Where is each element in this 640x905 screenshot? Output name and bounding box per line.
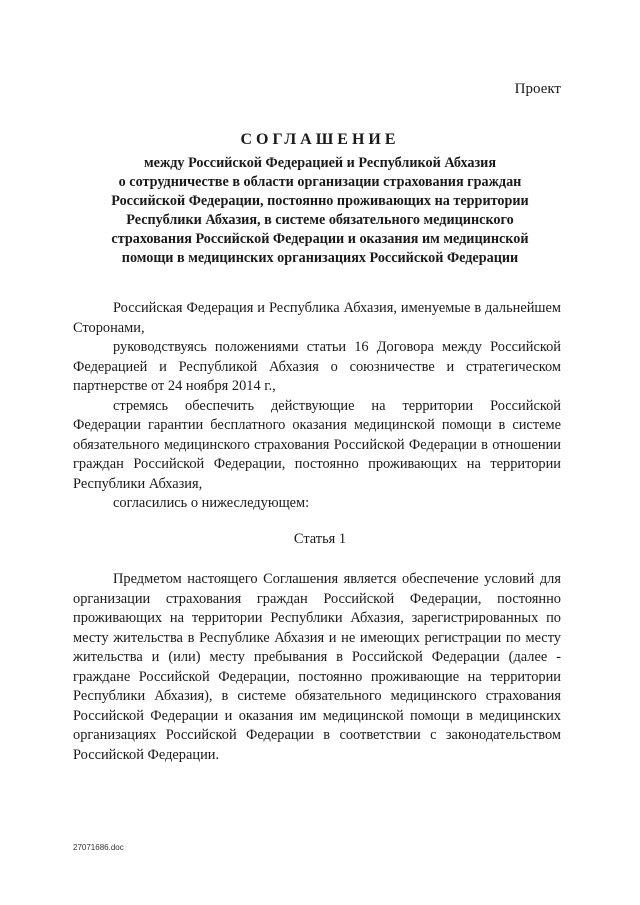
preamble [73,299,561,514]
subtitle-line: между Российской Федерацией и Республикой Абхазия [144,155,496,171]
preamble-paragraph: Российская Федерация и Республика Абхазия, именуемые в дальнейшем Сторонами, [73,300,561,336]
subtitle-line: страхования Российской Федерации и оказания им медицинской [111,231,529,247]
preamble-paragraph: руководствуясь положениями статьи 16 Договора между Российской Федерацией и Республикой Абхазия о союзничестве и стратегическом партнерстве от 24 ноября 2014 г., [73,339,561,394]
subtitle-line: Республики Абхазия, в системе обязательного медицинского [126,212,514,228]
draft-label: Проект [514,81,561,97]
document-subtitle [80,154,560,268]
subtitle-line: Российской Федерации, постоянно проживающих на территории [111,193,529,209]
preamble-paragraph: согласились о нижеследующем: [113,495,310,511]
subtitle-line: о сотрудничестве в области организации страхования граждан [118,174,522,190]
preamble-paragraph: стремясь обеспечить действующие на территории Российской Федерации гарантии бесплатного оказания медицинской помощи в системе обязательного медицинского страхования Российской Федерации в отношении граждан Российской Федерации, постоянно проживающих на территории Республики Абхазия, [73,397,561,492]
subtitle-line: помощи в медицинских организациях Российской Федерации [121,250,519,266]
document-title: СОГЛАШЕНИЕ [240,131,400,148]
article-1-body [73,570,561,765]
article-1-heading: Статья 1 [293,531,347,547]
article-1-paragraph: Предметом настоящего Соглашения является обеспечение условий для организации страхования граждан Российской Федерации, постоянно проживающих на территории Республики Абхазия, зарегистрированных по месту жительства в Республике Абхазия и не имеющих регистрации по месту жительства и (или) месту пребывания в Российской Федерации (далее - граждане Российской Федерации, постоянно проживающие на территории Республики Абхазия), в системе обязательного медицинского страхования Российской Федерации и оказания им медицинской помощи в медицинских организациях Российской Федерации в соответствии с законодательством Российской Федерации. [73,571,561,763]
file-code: 27071686.doc [73,843,124,852]
